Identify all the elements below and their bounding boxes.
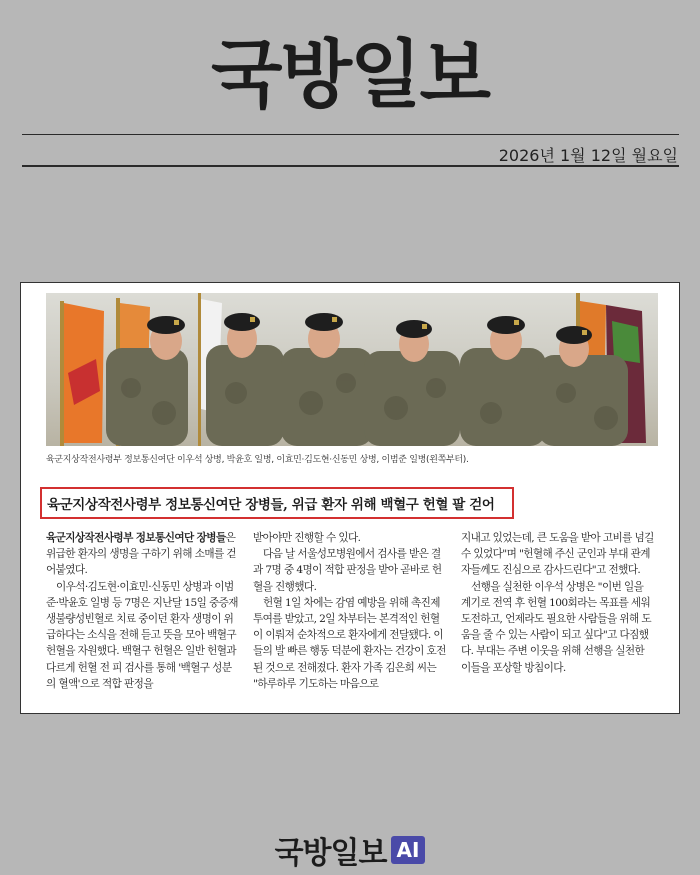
article-headline: 육군지상작전사령부 정보통신여단 장병들, 위급 환자 위해 백혈구 헌혈 팔 걷어: [47, 497, 495, 513]
article-paragraph: 지내고 있었는데, 큰 도움을 받아 고비를 넘길 수 있었다"며 "헌혈해 주신 군인과 부대 관계자들께도 진심으로 감사드린다"고 전했다.: [461, 532, 654, 577]
soldiers-group-photo: [46, 293, 658, 446]
masthead-title: 국방일보: [211, 32, 489, 118]
article-lead-phrase: 육군지상작전사령부 정보통신여단 장병들: [46, 532, 226, 544]
article-paragraph: 받아야만 진행할 수 있다.: [253, 532, 361, 544]
masthead-rule-top: [22, 134, 679, 135]
article-column-3: [461, 530, 654, 676]
article-column-2: [253, 530, 446, 692]
article-column-1: [46, 530, 239, 692]
article-paragraph: 선행을 실천한 이우석 상병은 "이번 일을 계기로 전역 후 헌혈 100회라는 목표를 세워 도전하고, 언제라도 필요한 사람들을 위해 도움을 줄 수 있는 사람이 되고 싶다"고 다짐했다. 부대는 주변 이웃을 위해 선행을 실천한 이들을 포상할 방침이다.: [461, 580, 652, 674]
article-paragraph: 육군지상작전사령부 정보통신여단 장병들은 위급한 환자의 생명을 구하기 위해 소매를 걷어붙였다.: [46, 532, 237, 577]
article-clipping: [20, 282, 680, 714]
article-paragraph: 이우석·김도현·이효민·신동민 상병과 이범준·박윤호 일병 등 7명은 지난달 15일 중증재생불량성빈혈로 치료 중이던 환자 생명이 위급하다는 소식을 전해 듣고 뜻을 모아 백혈구 헌혈을 자원했다. 백혈구 헌혈은 일반 헌혈과 다르게 헌혈 전 피 검사를 통해 '백혈구 성분의 혈액'으로 적합 판정을: [46, 580, 238, 690]
issue-date: 2026년 1월 12일 월요일: [498, 146, 678, 165]
ai-badge: AI: [391, 836, 426, 864]
footer-logo: [0, 828, 700, 872]
masthead-rule-bottom: [22, 165, 679, 167]
article-paragraph: 헌혈 1일 차에는 감염 예방을 위해 촉진제 투여를 받았고, 2일 차부터는 본격적인 헌혈이 이뤄져 순차적으로 환자에게 전달됐다. 이들의 발 빠른 행동 덕분에 환자는 건강이 호전된 것으로 전해졌다. 환자 가족 김은희 씨는 "하루하루 기도하는 마음으로: [253, 596, 446, 690]
article-paragraph: 다음 날 서울성모병원에서 검사를 받은 결과 7명 중 4명이 적합 판정을 받아 곧바로 헌혈을 진행했다.: [253, 548, 442, 593]
footer-logo-text: 국방일보: [274, 836, 387, 871]
photo-caption: 육군지상작전사령부 정보통신여단 이우석 상병, 박윤호 일병, 이효민·김도현·신동민 상병, 이범준 일병(왼쪽부터).: [46, 455, 469, 465]
article-photo: [46, 293, 658, 446]
